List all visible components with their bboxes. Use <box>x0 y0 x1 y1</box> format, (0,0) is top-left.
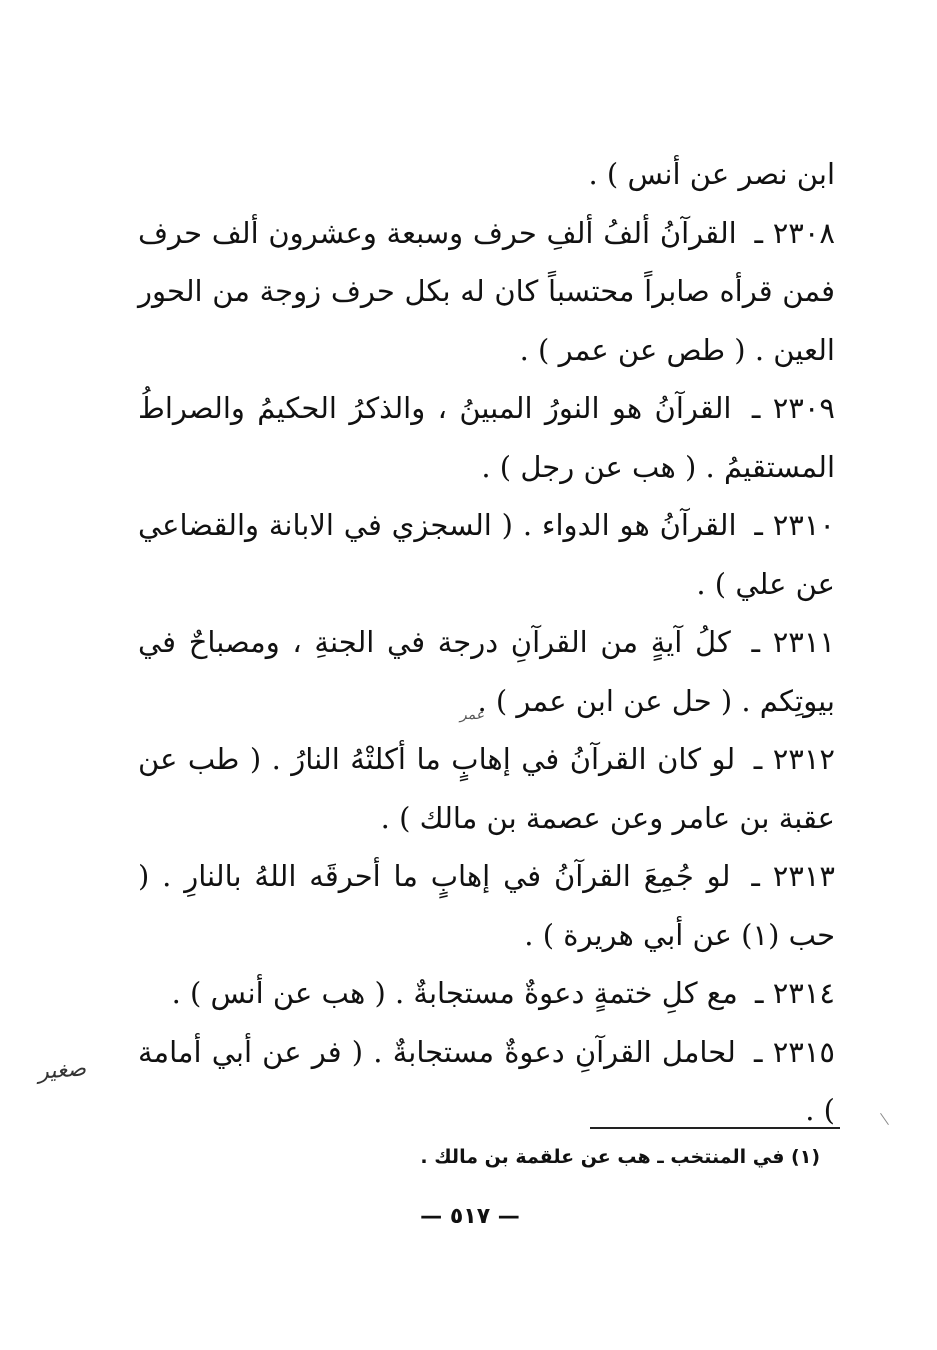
entry-2311 <box>138 613 835 730</box>
entry-number: ٢٣١٣ ـ <box>751 859 835 893</box>
entry-text: القرآنُ ألفُ ألفِ حرف وسبعة وعشرون ألف حرف فمن قرأه صابراً محتسباً كان له بكل حرف زوجة من الحور العين . ( طص عن عمر ) . <box>138 215 835 367</box>
main-text <box>138 145 835 1140</box>
footnote-divider <box>590 1127 840 1129</box>
entry-2315 <box>138 1023 835 1140</box>
entry-number: ٢٣١٤ ـ <box>754 976 835 1010</box>
entry-text: ابن نصر عن أنس ) . <box>588 157 835 191</box>
entry-number: ٢٣١٢ ـ <box>753 742 836 776</box>
entry-continuation <box>138 145 835 204</box>
entry-number: ٢٣١٥ ـ <box>754 1034 836 1069</box>
page-number: — ٥١٧ — <box>420 1204 520 1229</box>
entry-text: لحامل القرآنِ دعوةٌ مستجابةٌ . ( فر عن أبي أمامة ) . <box>138 1034 835 1127</box>
entry-number: ٢٣١٠ ـ <box>754 508 835 542</box>
entry-2309 <box>138 379 835 496</box>
entry-text: لو كان القرآنُ في إهابٍ ما أكلتْهُ النارُ . ( طب عن عقبة بن عامر وعن عصمة بن مالك ) . <box>138 742 835 835</box>
entry-2310 <box>138 496 835 613</box>
entry-text: القرآنُ هو الدواء . ( السجزي في الابانة والقضاعي عن علي ) . <box>138 508 835 601</box>
entry-2308 <box>138 204 835 380</box>
handwritten-margin-note: صغير <box>37 1056 87 1085</box>
stray-pen-mark <box>880 1113 889 1125</box>
entry-text: القرآنُ هو النورُ المبينُ ، والذكرُ الحكيمُ والصراطُ المستقيمُ . ( هب عن رجل ) . <box>138 391 835 484</box>
entry-2314 <box>138 964 835 1023</box>
entry-text: كلُ آيةٍ من القرآنِ درجة في الجنةِ ، ومصباحٌ في بيوتِكم . ( حل عن ابن عمر ) . <box>138 625 835 718</box>
entry-number: ٢٣١١ ـ <box>751 625 836 659</box>
entry-2313 <box>138 847 835 964</box>
entry-2312 <box>138 730 835 847</box>
entry-number: ٢٣٠٩ ـ <box>751 391 835 425</box>
entry-text: لو جُمِعَ القرآنُ في إهابٍ ما أحرقَه اللهُ بالنارِ . ( حب (١) عن أبي هريرة ) . <box>138 859 835 952</box>
entry-text: مع كلِ ختمةٍ دعوةٌ مستجابةٌ . ( هب عن أنس ) . <box>171 976 738 1010</box>
footnote: (١) في المنتخب ـ هب عن علقمة بن مالك . <box>420 1146 820 1168</box>
entry-number: ٢٣٠٨ ـ <box>754 215 835 250</box>
handwritten-inline-note: عمر <box>460 707 485 723</box>
